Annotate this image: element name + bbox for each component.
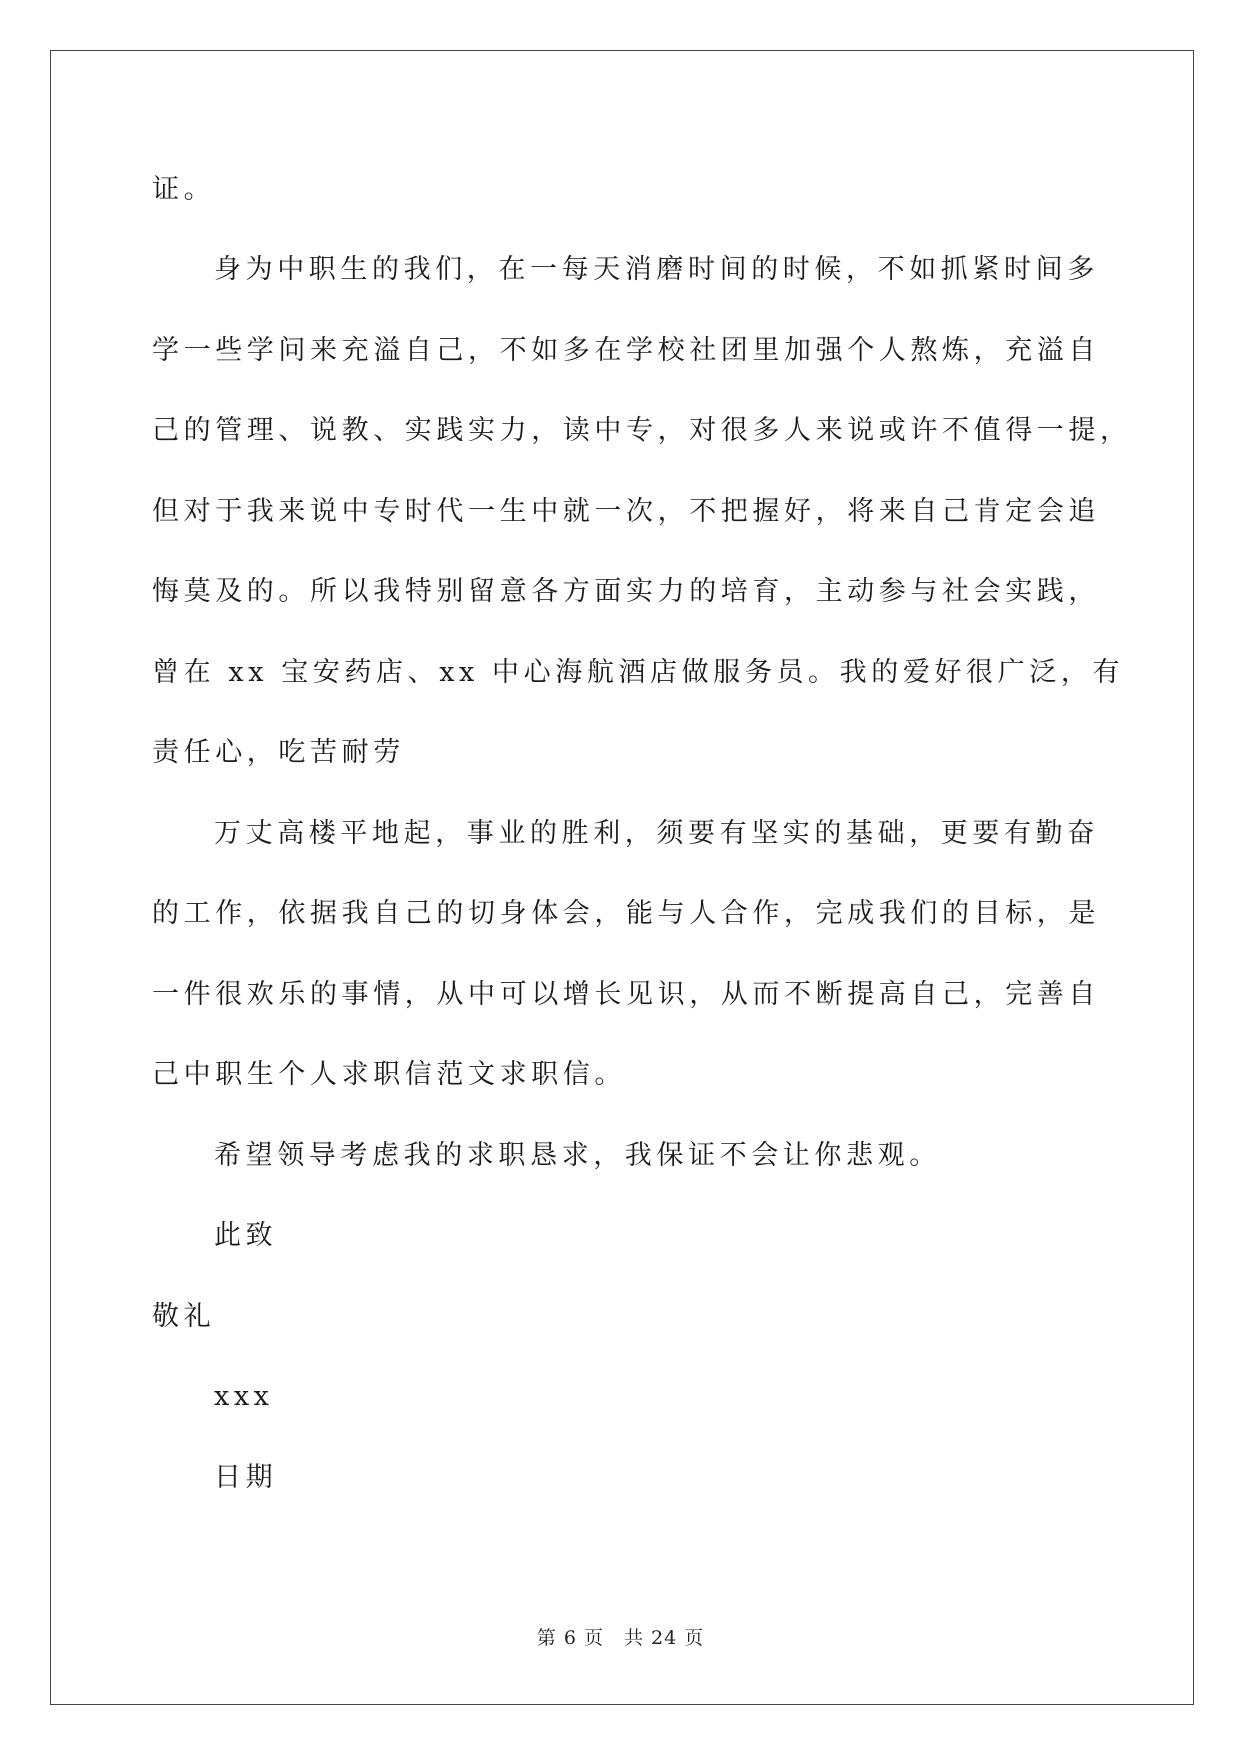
signature-name: xxx (214, 1381, 274, 1412)
text-line: 责任心，吃苦耐劳 (152, 737, 405, 768)
page-total: 共 24 页 (623, 1627, 705, 1649)
text-line: 悔莫及的。所以我特别留意各方面实力的培育，主动参与社会实践， (152, 576, 1100, 607)
text-line: 证。 (152, 174, 216, 205)
text-line: 学一些学问来充溢自己，不如多在学校社团里加强个人熬炼，充溢自 (152, 335, 1100, 366)
closing-regards: 敬礼 (152, 1301, 216, 1332)
text-line: 的工作，依据我自己的切身体会，能与人合作，完成我们的目标，是 (152, 898, 1100, 929)
text-line: 但对于我来说中专时代一生中就一次，不把握好，将来自己肯定会追 (152, 496, 1100, 527)
signature-date: 日期 (214, 1462, 278, 1493)
text-line: 希望领导考虑我的求职恳求，我保证不会让你悲观。 (214, 1140, 941, 1171)
text-line: 一件很欢乐的事情，从中可以增长见识，从而不断提高自己，完善自 (152, 979, 1100, 1010)
page-border (50, 50, 1194, 1705)
text-line: 己中职生个人求职信范文求职信。 (152, 1059, 626, 1090)
text-line: 身为中职生的我们，在一每天消磨时间的时候，不如抓紧时间多 (214, 254, 1099, 285)
closing-salutation: 此致 (214, 1220, 278, 1251)
text-line: 己的管理、说教、实践实力，读中专，对很多人来说或许不值得一提， (152, 415, 1132, 446)
text-line: 曾在 xx 宝安药店、xx 中心海航酒店做服务员。我的爱好很广泛，有 (152, 657, 1125, 688)
text-line: 万丈高楼平地起，事业的胜利，须要有坚实的基础，更要有勤奋 (214, 818, 1099, 849)
page-footer (0, 1623, 1241, 1650)
page-number: 第 6 页 (536, 1627, 604, 1649)
